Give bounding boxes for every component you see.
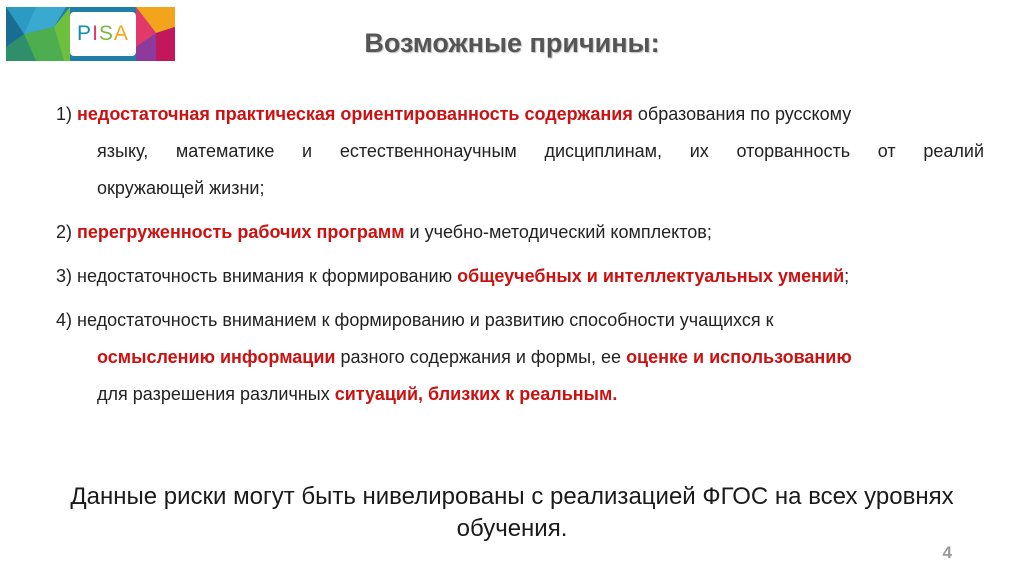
- highlight-text: перегруженность рабочих программ: [77, 222, 405, 242]
- slide-title: Возможные причины:: [364, 28, 660, 58]
- reason-item-4: [56, 302, 984, 413]
- reason-item-2: [56, 214, 984, 251]
- pisa-wordmark: P I S A: [70, 12, 136, 56]
- item-text: недостаточность внимания к формированию: [72, 266, 458, 286]
- highlight-text: недостаточная практическая ориентированность содержания: [77, 104, 633, 124]
- item-number: 1): [56, 104, 73, 124]
- item-number: 3): [56, 266, 73, 286]
- item-text: разного содержания и формы, ее: [335, 347, 627, 367]
- item-text: и учебно-методический комплектов;: [404, 222, 712, 242]
- item-text: окружающей жизни;: [97, 178, 265, 198]
- item-text: ;: [844, 266, 850, 286]
- item-text: для разрешения различных: [97, 384, 335, 404]
- highlight-text: ситуаций, близких к реальным.: [334, 384, 618, 404]
- item-text: образования по русскому: [632, 104, 852, 124]
- item-line: [56, 376, 984, 413]
- item-text: языку, математике и естественнонаучным дисциплинам, их оторванность от реалий: [97, 141, 984, 161]
- reason-item-1: [56, 96, 984, 207]
- item-number: 4): [56, 310, 73, 330]
- highlight-text: общеучебных и интеллектуальных умений: [457, 266, 845, 286]
- highlight-text: оценке и использованию: [626, 347, 852, 367]
- item-line: [56, 339, 984, 376]
- item-text: недостаточность вниманием к формированию и развитию способности учащихся к: [72, 310, 774, 330]
- conclusion-text: Данные риски могут быть нивелированы с реализацией ФГОС на всех уровнях обучения.: [70, 483, 954, 542]
- highlight-text: осмыслению информации: [97, 347, 336, 367]
- item-number: 2): [56, 222, 73, 242]
- reason-item-3: [56, 258, 984, 295]
- reasons-list: [56, 96, 984, 413]
- page-number: 4: [942, 543, 952, 562]
